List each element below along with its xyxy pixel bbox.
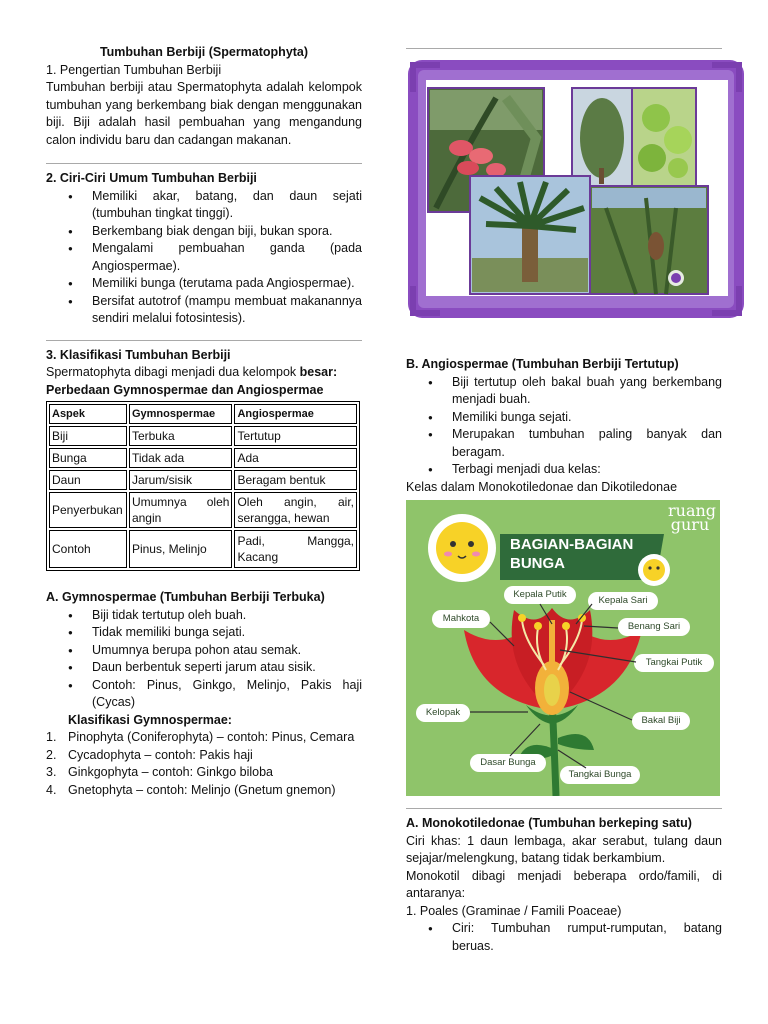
monokotil-sub-list [406,920,722,955]
table-cell: Padi, Mangga, Kacang [234,530,357,568]
table-header-cell: Angiospermae [234,404,357,424]
gymnospermae-list [46,607,362,712]
list-item [46,782,362,800]
table-cell: Penyerbukan [49,492,127,528]
label-bakal-biji: Bakal Biji [641,715,681,726]
table-cell: Biji [49,426,127,446]
table-header-row [49,404,357,424]
section-3-text-a: Spermatophyta dibagi menjadi dua kelompok [46,365,300,379]
list-number: 4. [46,782,57,797]
klasifikasi-list [46,729,362,799]
label-tangkai-putik: Tangkai Putik [645,657,703,668]
label-kepala-sari: Kepala Sari [598,595,648,606]
table-cell: Tidak ada [129,448,232,468]
photo-cycad-palm [470,176,590,294]
infographic-title-2: BUNGA [510,555,565,572]
klasifikasi-heading: Klasifikasi Gymnospermae: [68,712,232,727]
list-item: ● Biji tertutup oleh bakal buah yang berkembang menjadi buah. [452,374,722,409]
table-cell: Terbuka [129,426,232,446]
list-text: Ginkgophyta – contoh: Ginkgo biloba [68,765,273,779]
list-item: ● Memiliki bunga (terutama pada Angiospermae). [92,275,362,293]
flower-parts-infographic [406,500,720,796]
list-item [46,747,362,765]
list-item: ● Merupakan tumbuhan paling banyak dan beragam. [452,426,722,461]
table-cell: Contoh [49,530,127,568]
right-column [406,0,722,955]
monokotil-heading: A. Monokotiledonae (Tumbuhan berkeping satu) [406,816,692,830]
section-3-text-b: besar: [299,365,338,379]
label-mahkota: Mahkota [442,613,480,624]
list-text: Cycadophyta – contoh: Pakis haji [68,747,253,762]
label-benang-sari: Benang Sari [627,621,681,632]
section-1-text: Tumbuhan berbiji atau Spermatophyta adalah kelompok tumbuhan yang berkembang biak dengan menggunakan biji. Biji adalah hasil pembuahan yang mengandung calon individu baru dan cadangan makanan. [46,80,362,147]
list-item: ● Terbagi menjadi dua kelas: [452,461,722,479]
list-item: ● Memiliki bunga sejati. [452,409,722,427]
divider [406,48,722,49]
list-number: 1. [46,730,57,744]
photo-pine [590,186,708,294]
plant-photo-collage [406,58,746,320]
list-item: ● Ciri: Tumbuhan rumput-rumputan, batang beruas. [452,920,722,955]
label-tangkai-bunga: Tangkai Bunga [568,769,632,780]
infographic-title-1: BAGIAN-BAGIAN [510,536,634,553]
list-item: ● Tidak memiliki bunga sejati. [92,624,362,642]
table-cell: Ada [234,448,357,468]
list-number: 2. [46,747,57,762]
list-item: ● Contoh: Pinus, Ginkgo, Melinjo, Pakis haji (Cycas) [92,677,362,712]
brand-logo: ruang guru [668,501,717,534]
list-text: Gnetophyta – contoh: Melinjo (Gnetum gnemon) [68,782,336,797]
list-item: ● Memiliki akar, batang, dan daun sejati (tumbuhan tingkat tinggi). [92,188,362,223]
table-cell: Beragam bentuk [234,470,357,490]
list-item [46,764,362,782]
comparison-table [46,401,360,571]
table-row [49,426,357,446]
section-3-text [46,364,362,382]
label-kepala-putik: Kepala Putik [513,589,567,600]
section-2-heading: 2. Ciri-Ciri Umum Tumbuhan Berbiji [46,171,257,185]
divider [406,808,722,809]
list-item [46,729,362,747]
list-text: Pinophyta (Coniferophyta) – contoh: Pinus, Cemara [68,730,355,744]
angiospermae-heading: B. Angiospermae (Tumbuhan Berbiji Tertutup) [406,357,679,371]
left-column [46,0,362,799]
table-cell: Oleh angin, air, serangga, hewan [234,492,357,528]
table-heading: Perbedaan Gymnospermae dan Angiospermae [46,382,324,397]
table-header-cell: Gymnospermae [129,404,232,424]
monokotil-text-2: Monokotil dibagi menjadi beberapa ordo/famili, di antaranya: [406,868,722,900]
sun-face-icon [428,514,496,582]
list-item: ● Daun berbentuk seperti jarum atau sisik. [92,659,362,677]
table-row [49,530,357,568]
angiospermae-list [406,374,722,479]
page-title: Tumbuhan Berbiji (Spermatophyta) [99,45,309,59]
monokotil-text-1: Ciri khas: 1 daun lembaga, akar serabut, tulang daun sejajar/melengkung, batang tidak berkambium. [406,833,722,865]
divider [46,163,362,164]
table-row [49,448,357,468]
monokotil-item-1: 1. Poales (Graminae / Famili Poaceae) [406,903,622,918]
table-cell: Umumnya oleh angin [129,492,232,528]
section-1-heading: 1. Pengertian Tumbuhan Berbiji [46,62,222,77]
table-cell: Bunga [49,448,127,468]
table-cell: Jarum/sisik [129,470,232,490]
flower-pistil [549,620,555,670]
section-3-heading: 3. Klasifikasi Tumbuhan Berbiji [46,347,231,362]
collage-graphic [406,58,746,320]
list-item: ● Bersifat autotrof (mampu membuat makanannya sendiri melalui fotosintesis). [92,293,362,328]
list-item: ● Umumnya berupa pohon atau semak. [92,642,362,660]
table-row [49,470,357,490]
table-cell: Tertutup [234,426,357,446]
photo-ginkgo [632,88,696,186]
label-dasar-bunga: Dasar Bunga [480,757,536,768]
section-2-list [46,188,362,328]
list-item: ● Berkembang biak dengan biji, bukan spora. [92,223,362,241]
list-item: ● Mengalami pembuahan ganda (pada Angiospermae). [92,240,362,275]
divider [46,340,362,341]
list-number: 3. [46,765,57,779]
table-header-cell: Aspek [49,404,127,424]
table-cell: Pinus, Melinjo [129,530,232,568]
table-row [49,492,357,528]
table-cell: Daun [49,470,127,490]
photo-tall-tree [572,88,632,186]
gymnospermae-heading: A. Gymnospermae (Tumbuhan Berbiji Terbuka) [46,590,325,604]
list-item: ● Biji tidak tertutup oleh buah. [92,607,362,625]
label-kelopak: Kelopak [425,707,461,718]
kelas-text: Kelas dalam Monokotiledonae dan Dikotiledonae [406,479,678,494]
